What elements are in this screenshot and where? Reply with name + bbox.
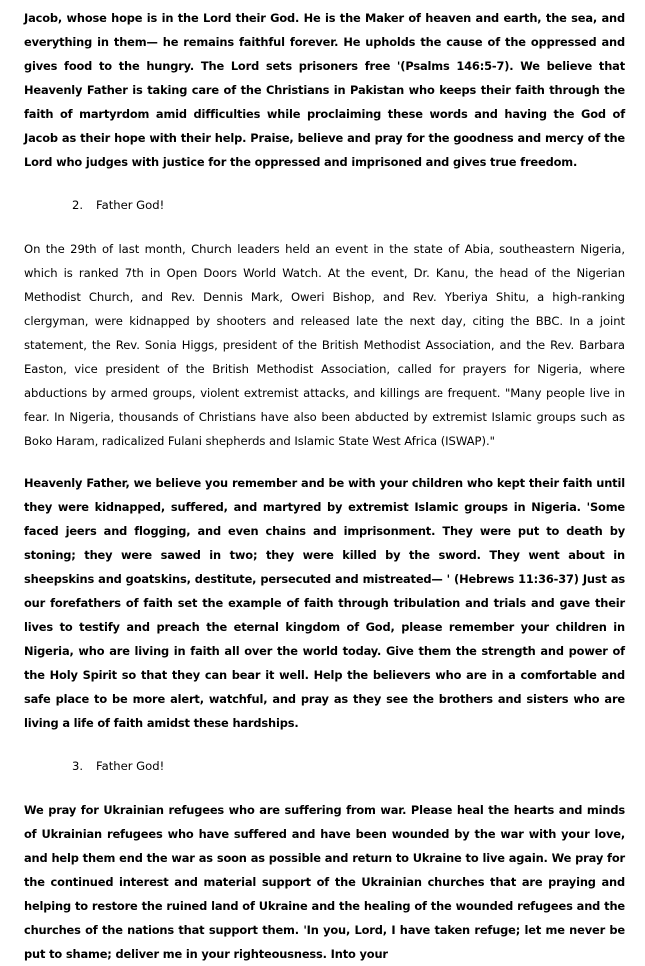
spacer bbox=[24, 174, 625, 193]
list-heading-text: Father God! bbox=[96, 198, 165, 212]
list-heading-3 bbox=[24, 754, 625, 778]
list-heading-text: Father God! bbox=[96, 759, 165, 773]
list-heading-2 bbox=[24, 193, 625, 217]
paragraph-ukraine-prayer: We pray for Ukrainian refugees who are suffering from war. Please heal the hearts and minds of Ukrainian refugees who have suffered and have been wounded by the war with your love, and help them end the war as soon as possible and return to Ukraine to live again. We pray for the continued interest and material support of the Ukrainian churches that are praying and helping to restore the ruined land of Ukraine and the healing of the wounded refugees and the churches of the nations that support them. 'In you, Lord, I have taken refuge; let me never be put to shame; deliver me in your righteousness. Into your bbox=[24, 803, 625, 961]
document-page bbox=[24, 6, 625, 966]
list-number: 3. bbox=[72, 759, 84, 773]
paragraph-nigeria-report: On the 29th of last month, Church leaders held an event in the state of Abia, southeastern Nigeria, which is ranked 7th in Open Doors World Watch. At the event, Dr. Kanu, the head of the Nigerian Methodist Church, and Rev. Dennis Mark, Oweri Bishop, and Rev. Yberiya Shitu, a high-ranking clergyman, were kidnapped by shooters and released late the next day, citing the BBC. In a joint statement, the Rev. Sonia Higgs, president of the British Methodist Association, and the Rev. Barbara Easton, vice president of the British Methodist Association, called for prayers for Nigeria, where abductions by armed groups, violent extremist attacks, and killings are frequent. "Many people live in fear. In Nigeria, thousands of Christians have also been abducted by extremist Islamic groups such as Boko Haram, radicalized Fulani shepherds and Islamic State West Africa (ISWAP)." bbox=[24, 242, 625, 448]
paragraph-nigeria-prayer: Heavenly Father, we believe you remember and be with your children who kept their faith until they were kidnapped, suffered, and martyred by extremist Islamic groups in Nigeria. 'Some faced jeers and flogging, and even chains and imprisonment. They were put to death by stoning; they were sawed in two; they were killed by the sword. They went about in sheepskins and goatskins, destitute, persecuted and mistreated— ' (Hebrews 11:36-37) Just as our forefathers of faith set the example of faith through tribulation and trials and gave their lives to testify and preach the eternal kingdom of God, please remember your children in Nigeria, who are living in faith all over the world today. Give them the strength and power of the Holy Spirit so that they can bear it well. Help the believers who are in a comfortable and safe place to be more alert, watchful, and pray as they see the brothers and sisters who are living a life of faith amidst these hardships. bbox=[24, 476, 625, 730]
spacer bbox=[24, 453, 625, 471]
paragraph-pakistan-prayer: Jacob, whose hope is in the Lord their God. He is the Maker of heaven and earth, the sea, and everything in them— he remains faithful forever. He upholds the cause of the oppressed and gives food to the hungry. The Lord sets prisoners free '(Psalms 146:5-7). We believe that Heavenly Father is taking care of the Christians in Pakistan who keeps their faith through the faith of martyrdom amid difficulties while proclaiming these words and having the God of Jacob as their hope with their help. Praise, believe and pray for the goodness and mercy of the Lord who judges with justice for the oppressed and imprisoned and gives true freedom. bbox=[24, 11, 625, 169]
spacer bbox=[24, 778, 625, 798]
spacer bbox=[24, 217, 625, 237]
spacer bbox=[24, 735, 625, 754]
list-number: 2. bbox=[72, 198, 84, 212]
